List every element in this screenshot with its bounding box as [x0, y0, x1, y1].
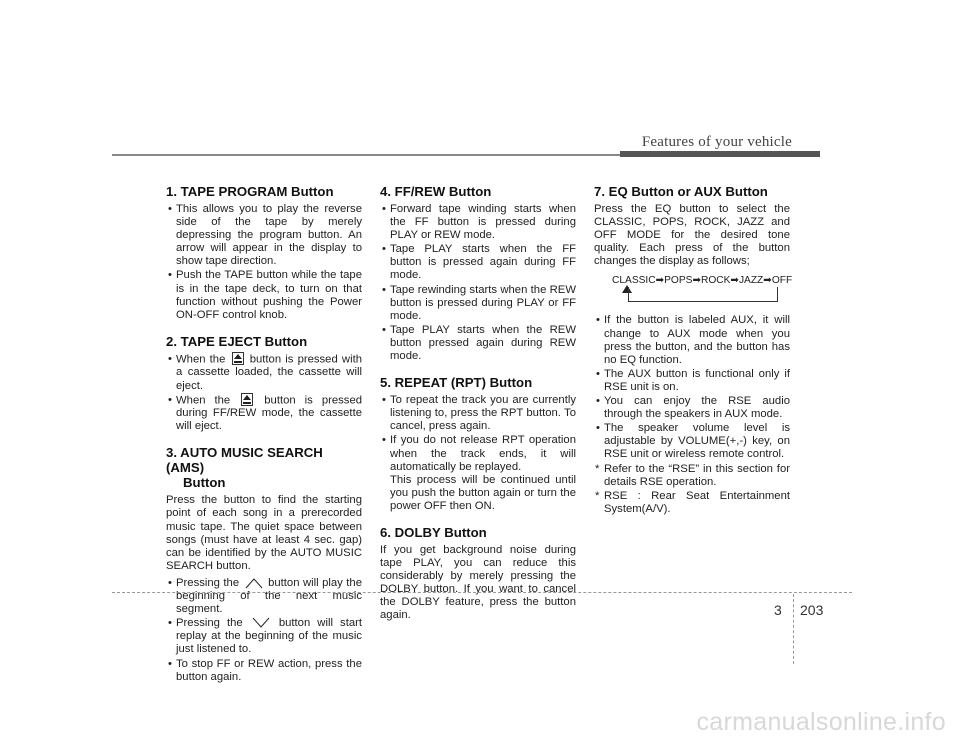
text: Pressing the — [176, 576, 240, 589]
chevron-up-icon — [243, 577, 265, 589]
section-title: 6. DOLBY Button — [380, 524, 487, 540]
section-title: 1. TAPE PROGRAM Button — [166, 184, 334, 199]
text: If you do not release RPT operation when the track ends, it will automatically be replayed. — [390, 434, 576, 473]
list-item: • This allows you to play the reverse side of the tape by merely depressing the program button. An arrow will appear in the display to show tape direction. — [166, 203, 362, 268]
list-item: • To repeat the track you are currently listening to, press the RPT button. To cancel, press again. — [380, 394, 576, 433]
paragraph: If you get background noise during tape PLAY, you can reduce this considerably by merely pressing the DOLBY button. If you want to cancel the DOLBY feature, press the button again. — [380, 543, 576, 622]
text: Pressing the — [176, 617, 243, 630]
section-dolby — [380, 525, 576, 623]
list-item: • The AUX button is functional only if RSE unit is on. — [594, 368, 790, 394]
page-number: 203 — [800, 602, 824, 618]
list-item — [166, 577, 362, 616]
section-eq-aux — [594, 184, 793, 516]
list-item: • Push the TAPE button while the tape is in the tape deck, to turn on that function without pushing the Power ON-OFF control knob. — [166, 269, 362, 321]
eq-cycle-label: CLASSIC➡POPS➡ROCK➡JAZZ➡OFF — [612, 275, 793, 287]
list-item: • If the button is labeled AUX, it will change to AUX mode when you press the button, and the button has no EQ function. — [594, 314, 790, 366]
list-item: • Forward tape winding starts when the FF button is pressed during PLAY or REW mode. — [380, 203, 576, 242]
header-title: Features of your vehicle — [641, 134, 792, 150]
header-rule-accent — [620, 151, 820, 157]
list-item — [380, 434, 576, 513]
text: button will start replay at the beginning of the music just listened to. — [176, 617, 363, 656]
section-title: 2. TAPE EJECT Button — [166, 333, 308, 349]
list-item: • Tape PLAY starts when the REW button pressed again during REW mode. — [380, 324, 576, 363]
note-item: * Refer to the “RSE” in this section for details RSE operation. — [594, 463, 790, 489]
title-line: 3. AUTO MUSIC SEARCH (AMS) — [166, 445, 323, 476]
footer-divider — [793, 594, 794, 664]
section-ams — [166, 445, 362, 683]
text: When the — [176, 394, 231, 407]
chapter-number: 3 — [774, 602, 782, 618]
watermark: carmanualsonline.info — [696, 708, 946, 736]
paragraph: Press the EQ button to select the CLASSIC, POPS, ROCK, JAZZ and OFF MODE for the desired tone quality. Each press of the button changes the display as follows; — [594, 203, 790, 268]
column-3 — [594, 184, 793, 528]
list-item — [166, 353, 362, 393]
section-title: 5. REPEAT (RPT) Button — [380, 375, 533, 391]
section-ff-rew — [380, 184, 576, 363]
eject-icon — [232, 352, 244, 365]
note-item: * RSE : Rear Seat Entertainment System(A/V). — [594, 490, 790, 516]
text: When the — [176, 353, 226, 366]
list-item — [166, 394, 362, 434]
paragraph: Press the button to find the starting point of each song in a prerecorded music tape. The quiet space between songs (must have at least 4 sec. gap) can be identified by the AUTO MUSIC SEARCH button. — [166, 494, 362, 572]
text: button is pressed during FF/REW mode, the cassette will eject. — [176, 394, 363, 433]
chevron-down-icon — [250, 617, 272, 629]
text: button is pressed with a cassette loaded, the cassette will eject. — [176, 353, 362, 392]
list-item: • Tape PLAY starts when the FF button is pressed again during FF mode. — [380, 243, 576, 282]
column-1 — [166, 184, 362, 696]
column-2 — [380, 184, 576, 635]
eject-icon — [241, 393, 253, 406]
text: This process will be continued until you push the button again or turn the power OFF then ON. — [390, 473, 576, 512]
footer-rule — [112, 592, 852, 593]
cycle-bracket — [628, 287, 778, 302]
list-item: • To stop FF or REW action, press the button again. — [166, 658, 362, 684]
title-line: Button — [183, 475, 226, 491]
section-title: 7. EQ Button or AUX Button — [594, 184, 768, 199]
list-item: • You can enjoy the RSE audio through the speakers in AUX mode. — [594, 395, 790, 421]
list-item: • The speaker volume level is adjustable by VOLUME(+,-) key, on RSE unit or wireless remote control. — [594, 422, 790, 461]
eq-cycle-diagram — [594, 274, 793, 308]
section-title: 4. FF/REW Button — [380, 184, 492, 199]
section-tape-eject — [166, 334, 362, 434]
list-item — [166, 617, 362, 656]
text: button will play the beginning of the next music segment. — [176, 576, 362, 616]
section-tape-program — [166, 184, 362, 322]
section-repeat — [380, 375, 576, 513]
list-item: • Tape rewinding starts when the REW button is pressed during PLAY or FF mode. — [380, 284, 576, 323]
section-title — [166, 445, 362, 490]
